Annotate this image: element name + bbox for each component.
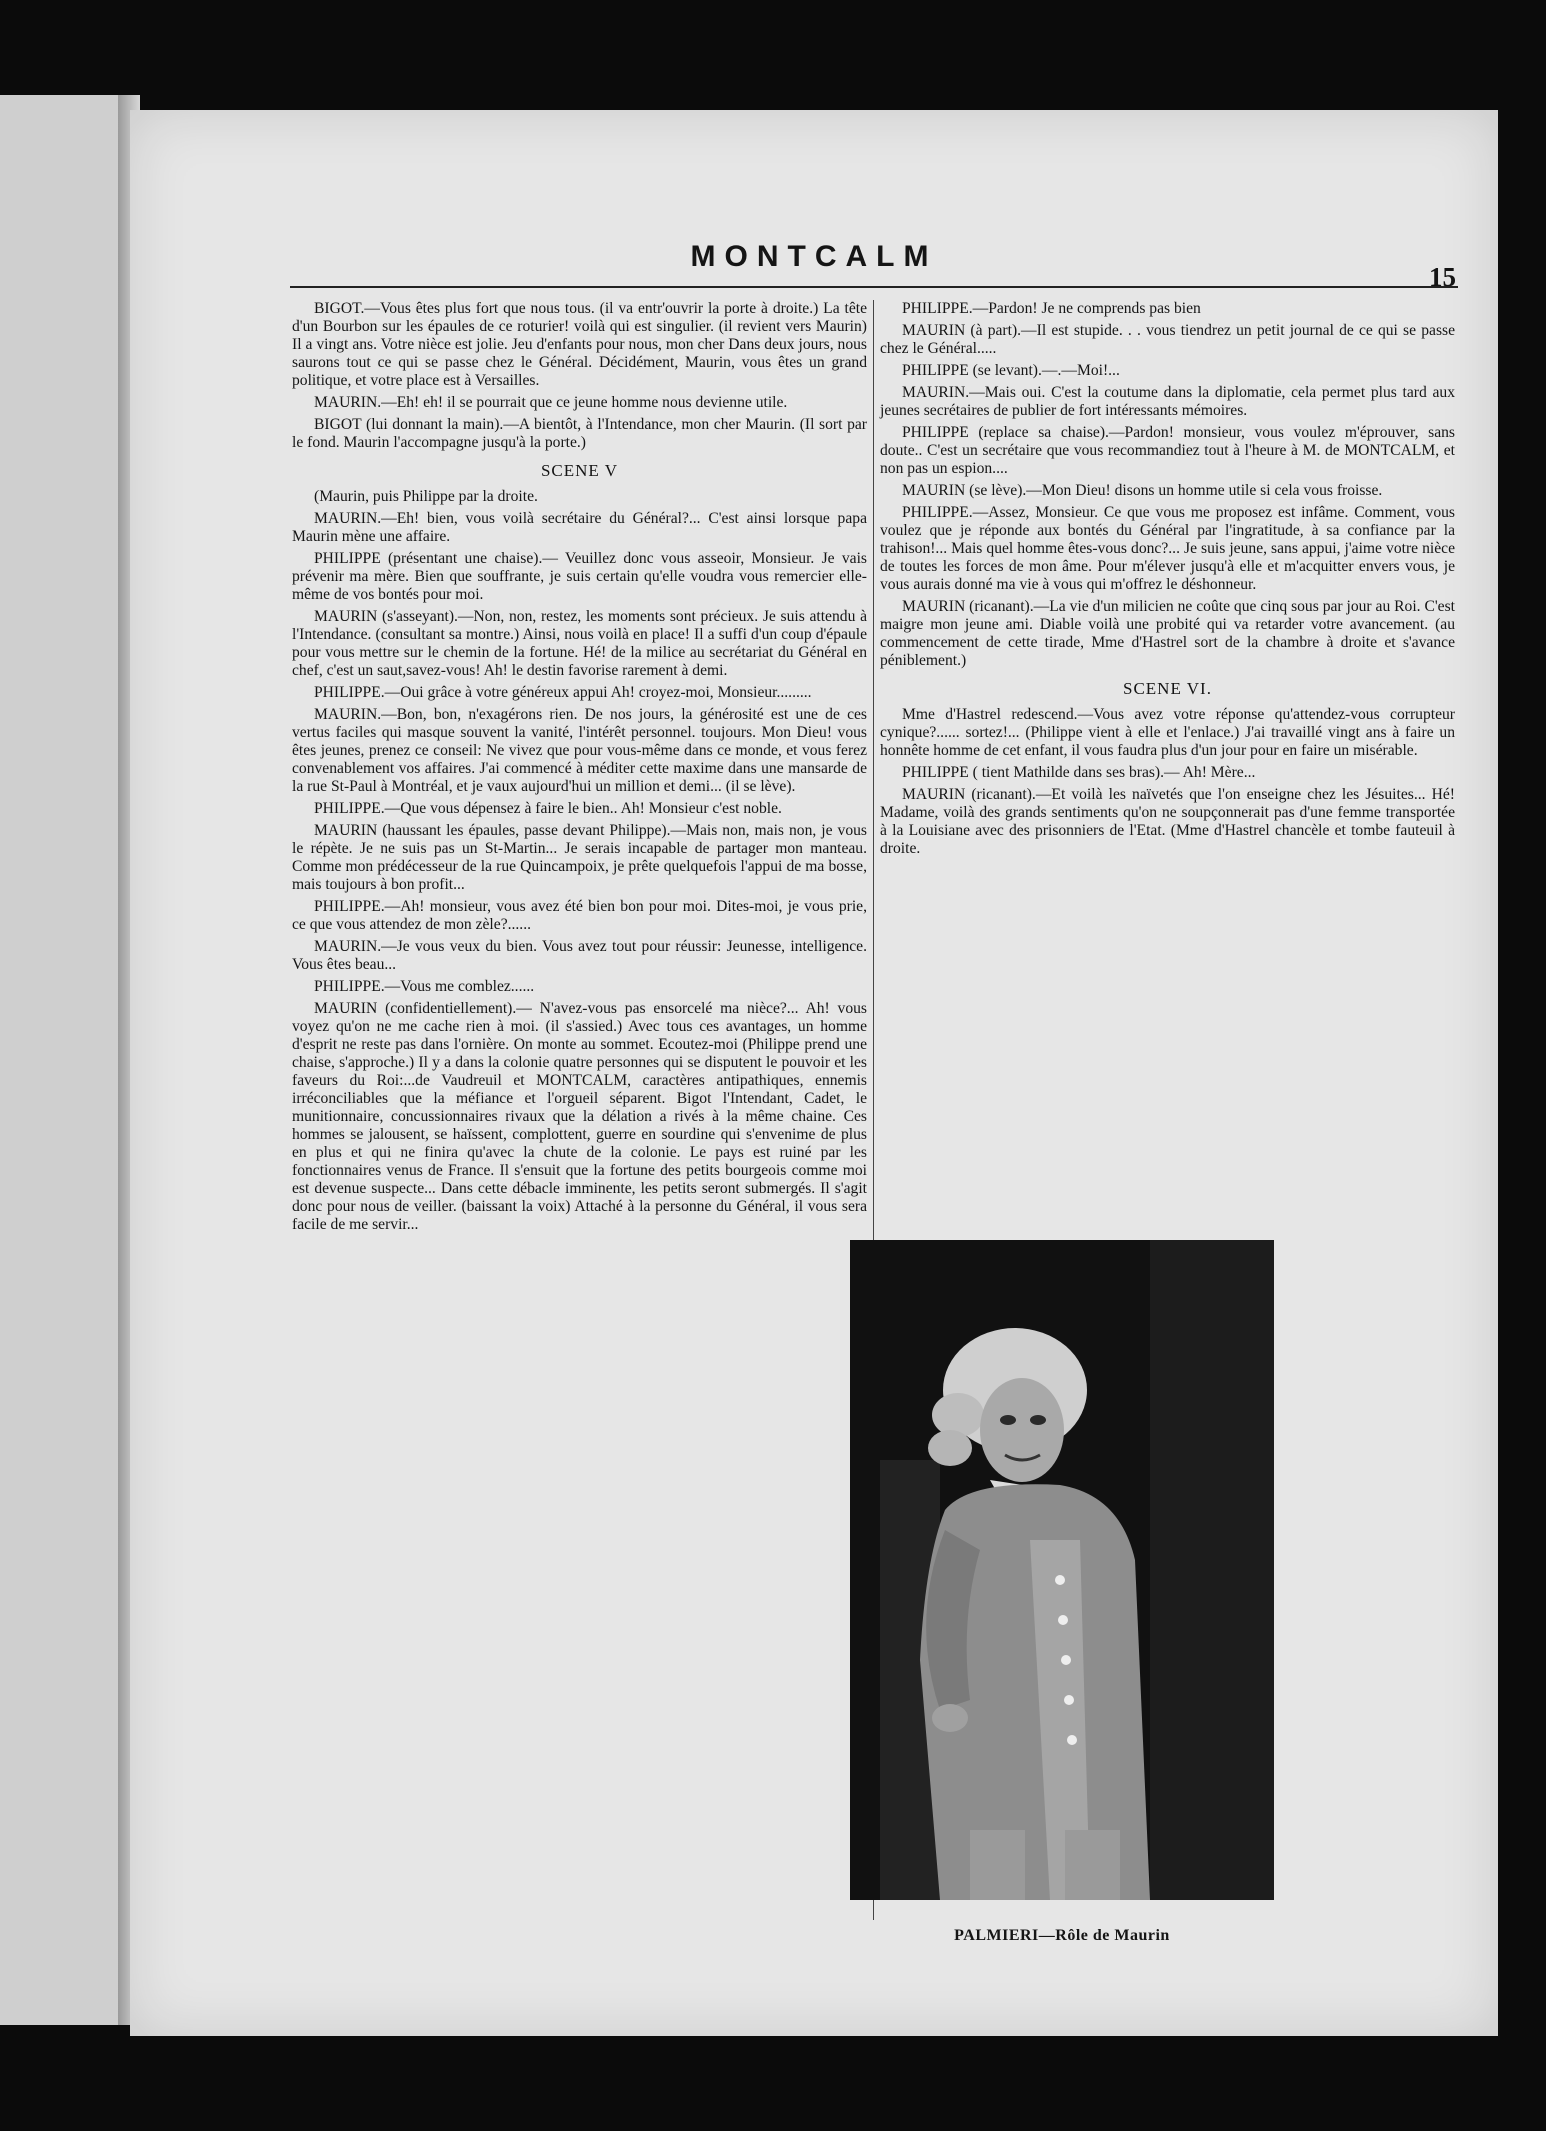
header-rule	[290, 286, 1458, 288]
paragraph: MAURIN.—Bon, bon, n'exagérons rien. De nos jours, la générosité est une de ces vertus faciles qui masque souvent la vanité, l'intérêt personnel. toujours. Mon Dieu! vous êtes jeunes, prenez ce conseil: Ne vivez que pour vous-même dans ce monde, et vous ferez convenablement vos affaires. J'ai commencé à méditer cette maxime dans une mansarde de la rue St-Paul à Montréal, et je vaux aujourd'hui un million et demi... (il se lève).	[292, 706, 867, 795]
paragraph: MAURIN (haussant les épaules, passe devant Philippe).—Mais non, mais non, je vous le répète. Je ne suis pas un St-Martin... Je serais incapable de partager mon manteau. Comme mon prédécesseur de la rue Quincampoix, je prête quelquefois l'appui de ma bosse, mais toujours à bon profit...	[292, 822, 867, 893]
paragraph: PHILIPPE.—Assez, Monsieur. Ce que vous me proposez est infâme. Comment, vous voulez que je réponde aux bontés du Général par l'ingratitude, à sa confiance par la trahison!... Mais quel homme êtes-vous donc?... Je suis jeune, sans appui, j'aime votre nièce de toutes les forces de mon âme. Pour m'élever jusqu'à elle et m'acquitter envers vous, je vous aurais donné ma vie à vous qui m'offrez le déshonneur.	[880, 504, 1455, 593]
paragraph: MAURIN.—Je vous veux du bien. Vous avez tout pour réussir: Jeunesse, intelligence. Vous êtes beau...	[292, 938, 867, 973]
scene-heading: SCENE VI.	[1123, 679, 1212, 698]
paragraph: PHILIPPE.—Oui grâce à votre généreux appui Ah! croyez-moi, Monsieur.........	[314, 684, 812, 701]
paragraph: PHILIPPE (présentant une chaise).— Veuillez donc vous asseoir, Monsieur. Je vais prévenir ma mère. Bien que souffrante, je suis certain qu'elle voudra vous remercier elle-même de vos bontés pour moi.	[292, 550, 867, 603]
paragraph: PHILIPPE.—Ah! monsieur, vous avez été bien bon pour moi. Dites-moi, je vous prie, ce que vous attendez de mon zèle?......	[292, 898, 867, 933]
book-page	[130, 110, 1498, 2036]
paragraph: MAURIN (à part).—Il est stupide. . . vous tiendrez un petit journal de ce qui se passe chez le Général.....	[880, 322, 1455, 357]
paragraph: PHILIPPE (se levant).—.—Moi!...	[902, 362, 1120, 379]
paragraph: (Maurin, puis Philippe par la droite.	[314, 488, 538, 505]
page-number: 15	[1429, 262, 1456, 292]
paragraph: MAURIN (se lève).—Mon Dieu! disons un homme utile si cela vous froisse.	[902, 482, 1383, 499]
paragraph: MAURIN (s'asseyant).—Non, non, restez, les moments sont précieux. Je suis attendu à l'Intendance. (consultant sa montre.) Ainsi, nous voilà en place! Il a suffi d'un coup d'épaule pour vous mettre sur le chemin de la fortune. Hé! de la milice au secrétariat du Général en chef, c'est un saut,savez-vous! Ah! le destin favorise rarement à demi.	[292, 608, 867, 679]
paragraph: MAURIN.—Eh! eh! il se pourrait que ce jeune homme nous devienne utile.	[314, 394, 788, 411]
photo-caption: PALMIERI—Rôle de Maurin	[954, 1927, 1170, 1944]
paragraph: MAURIN (confidentiellement).— N'avez-vous pas ensorcelé ma nièce?... Ah! vous voyez qu'on ne me cache rien à moi. (il s'assied.) Avec tous ces avantages, un homme d'esprit ne reste pas dans l'ornière. On monte au sommet. Ecoutez-moi (Philippe prend une chaise, s'approche.) Il y a dans la colonie quatre personnes qui se disputent le pouvoir et les faveurs du Roi:...de Vaudreuil et MONTCALM, caractères antipathiques, ennemis irréconciliables que la méfiance et l'orgueil séparent. Bigot l'Intendant, Cadet, le munitionnaire, concussionnaires rivaux que la délation a rivés à la même chaine. Ces hommes se jalousent, se haïssent, complottent, guerre en sourdine qui s'envenime de plus en plus et qui ne finira qu'avec la chute de la colonie. Le pays est ruiné par les fonctionnaires venus de France. Il s'ensuit que la fortune des petits bourgeois comme moi est devenue suspecte... Dans cette débacle imminente, les petits seront submergés. Il s'agit donc pour nous de veiller. (baissant la voix) Attaché à la personne du Général, il vous sera facile de me servir...	[292, 1000, 867, 1233]
paragraph: PHILIPPE.—Que vous dépensez à faire le bien.. Ah! Monsieur c'est noble.	[314, 800, 782, 817]
left-column	[292, 300, 867, 1238]
scene-heading: SCENE V	[540, 461, 619, 480]
paragraph: PHILIPPE ( tient Mathilde dans ses bras).— Ah! Mère...	[902, 764, 1256, 781]
actor-portrait-illustration	[850, 1240, 1274, 1900]
paragraph: MAURIN.—Eh! bien, vous voilà secrétaire du Général?... C'est ainsi lorsque papa Maurin mène une affaire.	[292, 510, 867, 545]
paragraph: MAURIN (ricanant).—La vie d'un milicien ne coûte que cinq sous par jour au Roi. C'est maigre mon jeune ami. Diable voilà une probité qui va retarder votre avancement. (au commencement de cette tirade, Mme d'Hastrel sort de la chambre à droite et s'avance péniblement.)	[880, 598, 1455, 669]
paragraph: BIGOT (lui donnant la main).—A bientôt, à l'Intendance, mon cher Maurin. (Il sort par le fond. Maurin l'accompagne jusqu'à la porte.)	[292, 416, 867, 451]
paragraph: PHILIPPE.—Pardon! Je ne comprends pas bien	[902, 300, 1201, 317]
paragraph: PHILIPPE.—Vous me comblez......	[314, 978, 535, 995]
paragraph: Mme d'Hastrel redescend.—Vous avez votre réponse qu'attendez-vous corrupteur cynique?...... sortez!... (Philippe vient à elle et l'enlace.) J'ai travaillé vingt ans à faire un honnête homme de cet enfant, il vous faudra plus d'un jour pour en faire un misérable.	[880, 706, 1455, 759]
paragraph: BIGOT.—Vous êtes plus fort que nous tous. (il va entr'ouvrir la porte à droite.) La tête d'un Bourbon sur les épaules de ce roturier! voilà qui est singulier. (il revient vers Maurin) Il a vingt ans. Votre nièce est jolie. Jeu d'enfants pour nous, mon cher Dans deux jours, nous saurons tout ce qui se passe chez le Général. Décidément, Maurin, vous êtes un grand politique, et votre place est à Versailles.	[292, 300, 867, 389]
right-column	[880, 300, 1455, 862]
paragraph: PHILIPPE (replace sa chaise).—Pardon! monsieur, vous voulez m'éprouver, sans doute.. C'est un secrétaire que vous recommandiez tout à l'heure à M. de MONTCALM, et non pas un espion....	[880, 424, 1455, 477]
paragraph: MAURIN (ricanant).—Et voilà les naïvetés que l'on enseigne chez les Jésuites... Hé! Madame, voilà des grands sentiments qu'on ne soupçonnerait pas d'une femme transportée à la Louisiane avec des prisonniers de l'Etat. (Mme d'Hastrel chancèle et tombe fauteuil à droite.	[880, 786, 1455, 857]
paragraph: MAURIN.—Mais oui. C'est la coutume dans la diplomatie, cela permet plus tard aux jeunes secrétaires de publier de fort intéressants mémoires.	[880, 384, 1455, 419]
running-title: MONTCALM	[690, 240, 938, 273]
actor-photograph	[850, 1240, 1274, 1900]
